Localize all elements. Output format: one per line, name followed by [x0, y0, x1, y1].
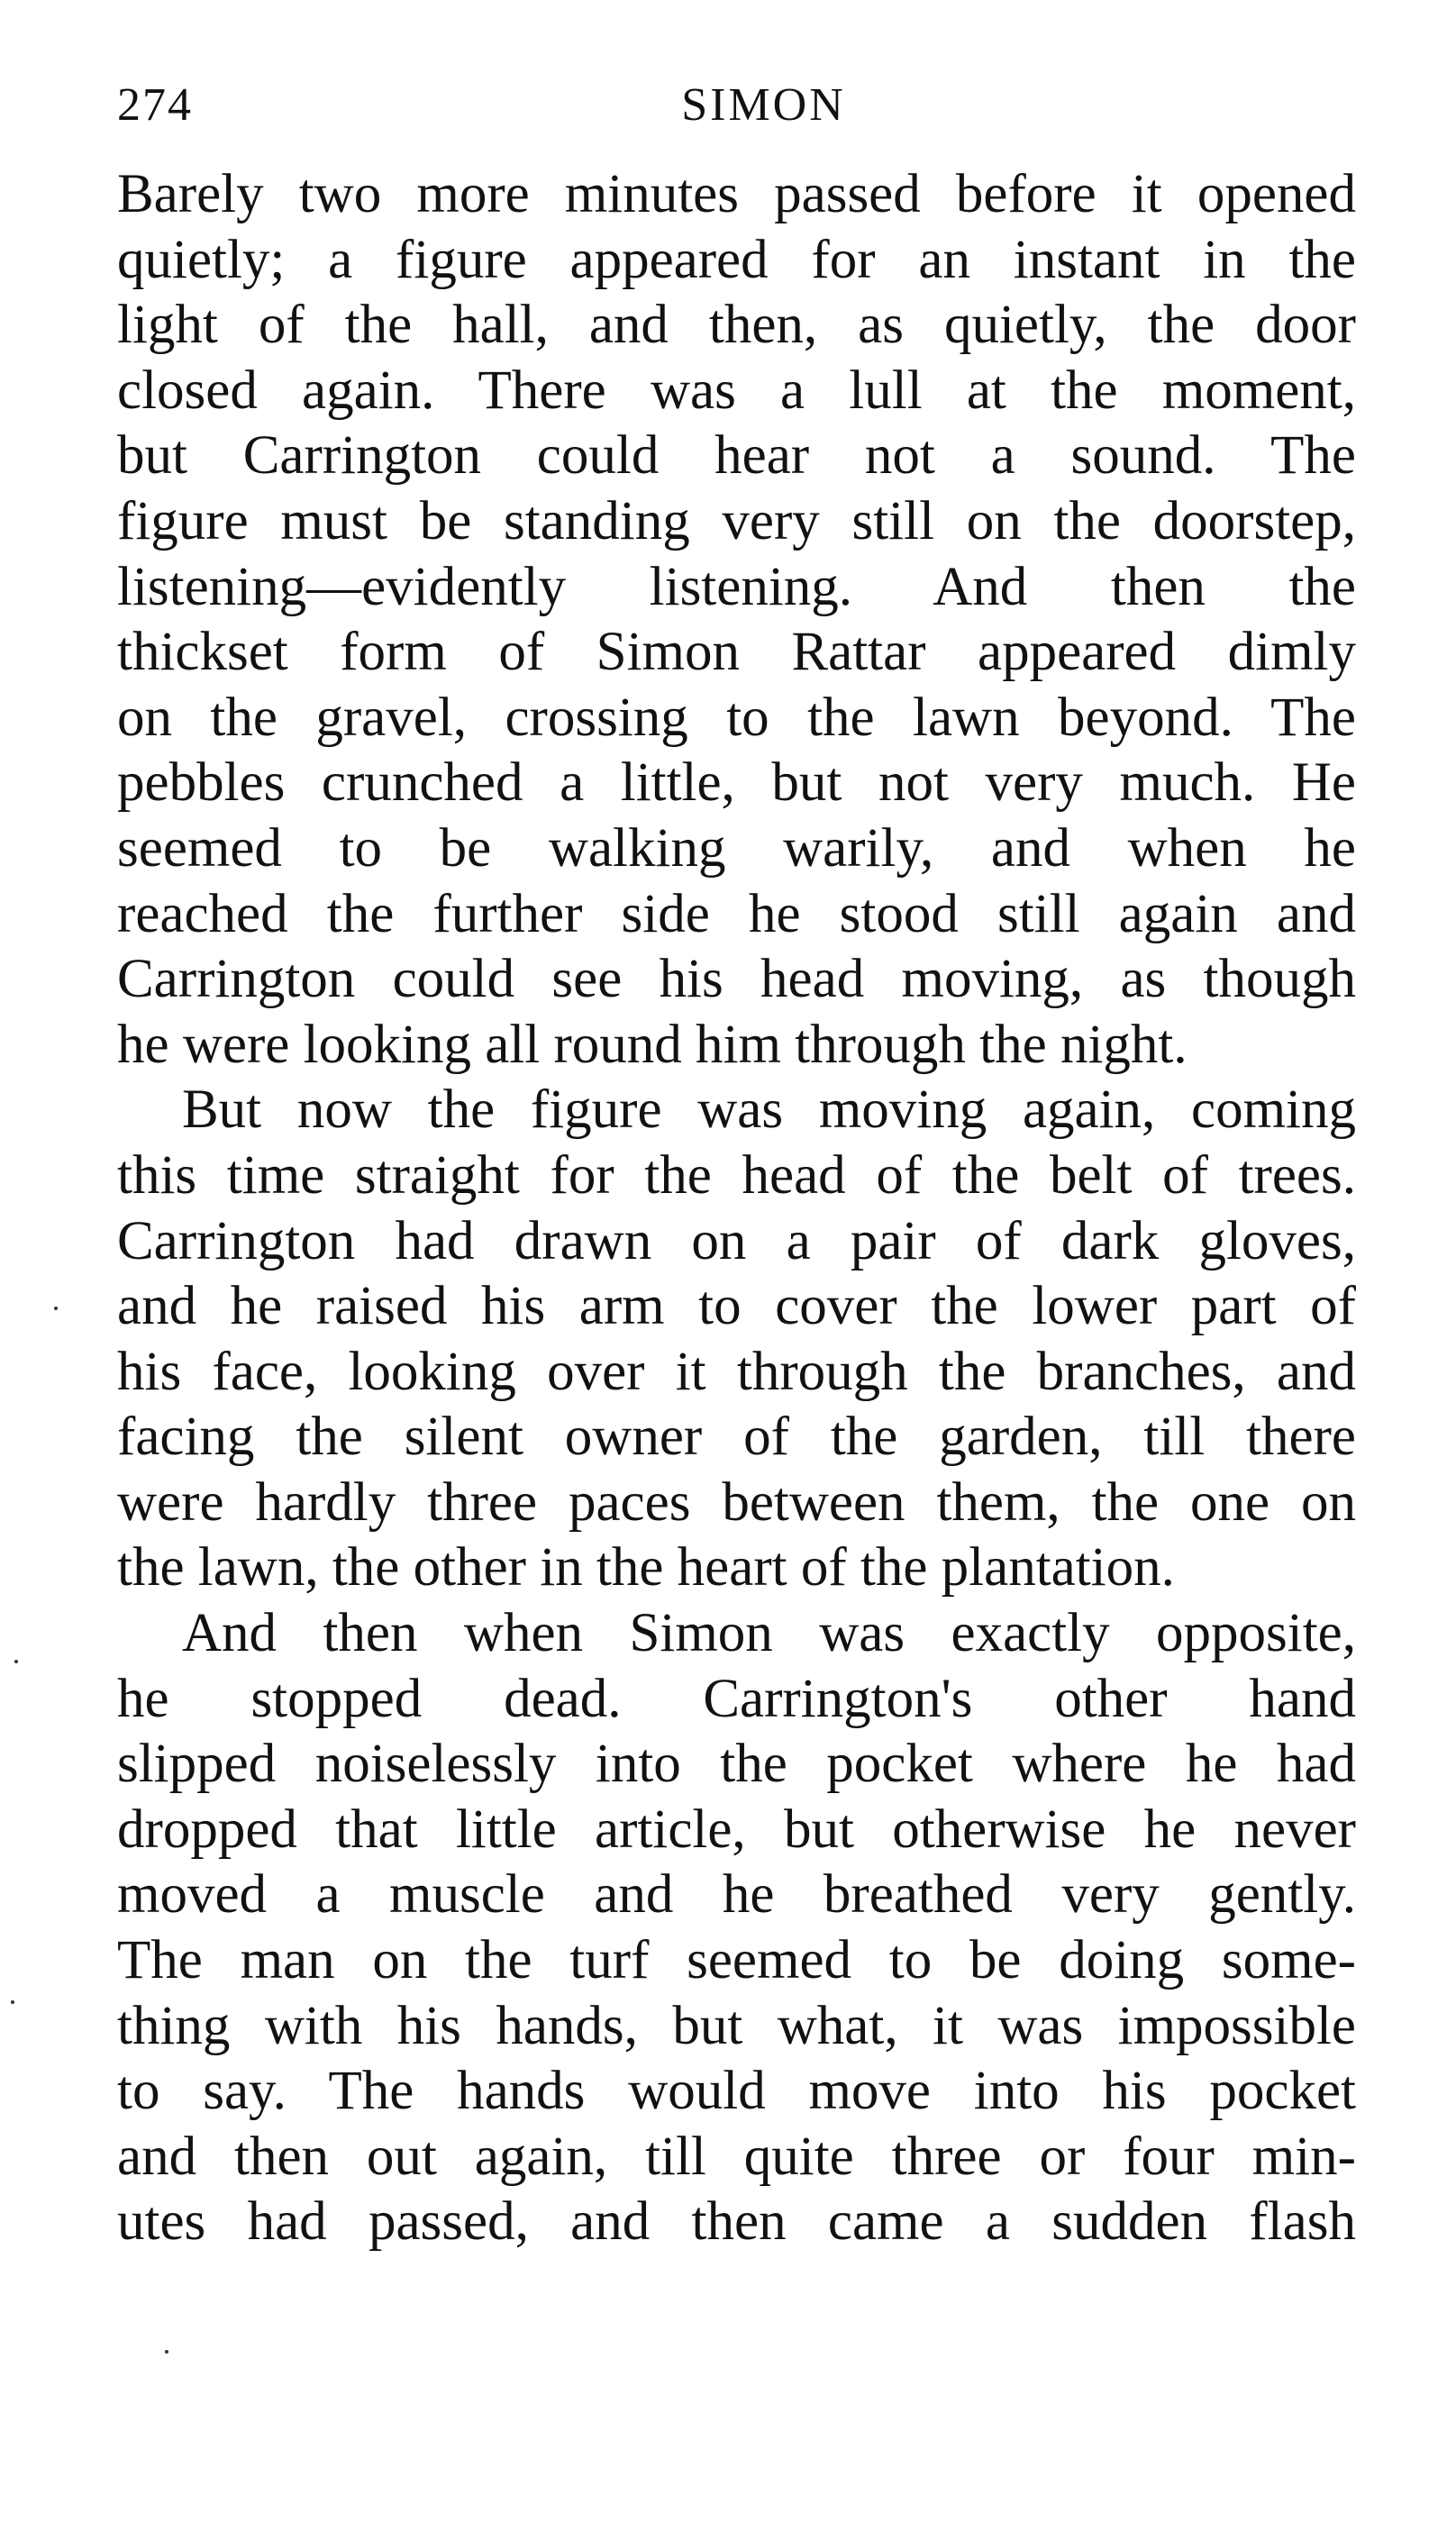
page-header	[117, 74, 1356, 137]
text-line: reached the further side he stood still again and	[117, 883, 1356, 944]
page-number: 274	[117, 79, 193, 131]
text-line: were hardly three paces between them, the one on	[117, 1471, 1356, 1533]
text-line: this time straight for the head of the belt of trees.	[117, 1144, 1356, 1206]
text-line: seemed to be walking warily, and when he	[117, 817, 1356, 879]
text-line: slipped noiselessly into the pocket where he had	[117, 1734, 1356, 1795]
text-line: facing the silent owner of the garden, till there	[117, 1407, 1356, 1468]
text-line: The man on the turf seemed to be doing some-	[117, 1930, 1356, 1991]
text-line: And then when Simon was exactly opposite,	[182, 1603, 1356, 1664]
text-line: to say. The hands would move into his pocket	[117, 2061, 1356, 2122]
text-line: pebbles crunched a little, but not very much. He	[117, 752, 1356, 814]
scan-speck	[165, 2350, 168, 2354]
text-line: dropped that little article, but otherwise he never	[117, 1799, 1356, 1860]
text-line: Barely two more minutes passed before it opened	[117, 164, 1356, 224]
text-line: he stopped dead. Carrington's other hand	[117, 1668, 1356, 1729]
text-line: on the gravel, crossing to the lawn beyond. The	[117, 687, 1356, 748]
text-line: light of the hall, and then, as quietly, the door	[117, 295, 1356, 356]
text-line: and then out again, till quite three or four min-	[117, 2126, 1356, 2187]
text-line: quietly; a figure appeared for an instant in the	[117, 229, 1356, 290]
text-line: Carrington had drawn on a pair of dark gloves,	[117, 1210, 1356, 1271]
text-line: utes had passed, and then came a sudden flash	[117, 2191, 1356, 2253]
text-line: and he raised his arm to cover the lower part of	[117, 1276, 1356, 1337]
running-title: SIMON	[681, 79, 846, 131]
text-line: figure must be standing very still on the doorstep,	[117, 490, 1356, 551]
scan-speck	[11, 2000, 14, 2004]
scan-speck	[14, 1660, 18, 1663]
text-line: he were looking all round him through the night.	[117, 1014, 1188, 1075]
text-line: his face, looking over it through the branches, and	[117, 1341, 1356, 1402]
body-text	[117, 162, 1356, 2255]
text-line: listening—evidently listening. And then the	[117, 556, 1356, 617]
text-line: closed again. There was a lull at the moment,	[117, 360, 1356, 421]
text-line: Carrington could see his head moving, as though	[117, 949, 1356, 1010]
scan-speck	[54, 1307, 58, 1310]
text-line: But now the figure was moving again, coming	[182, 1079, 1356, 1141]
text-line: thing with his hands, but what, it was impossible	[117, 1995, 1356, 2056]
text-line: thickset form of Simon Rattar appeared dimly	[117, 622, 1356, 683]
text-line: moved a muscle and he breathed very gently.	[117, 1864, 1356, 1926]
text-line: the lawn, the other in the heart of the plantation.	[117, 1537, 1175, 1598]
text-line: but Carrington could hear not a sound. The	[117, 425, 1356, 487]
